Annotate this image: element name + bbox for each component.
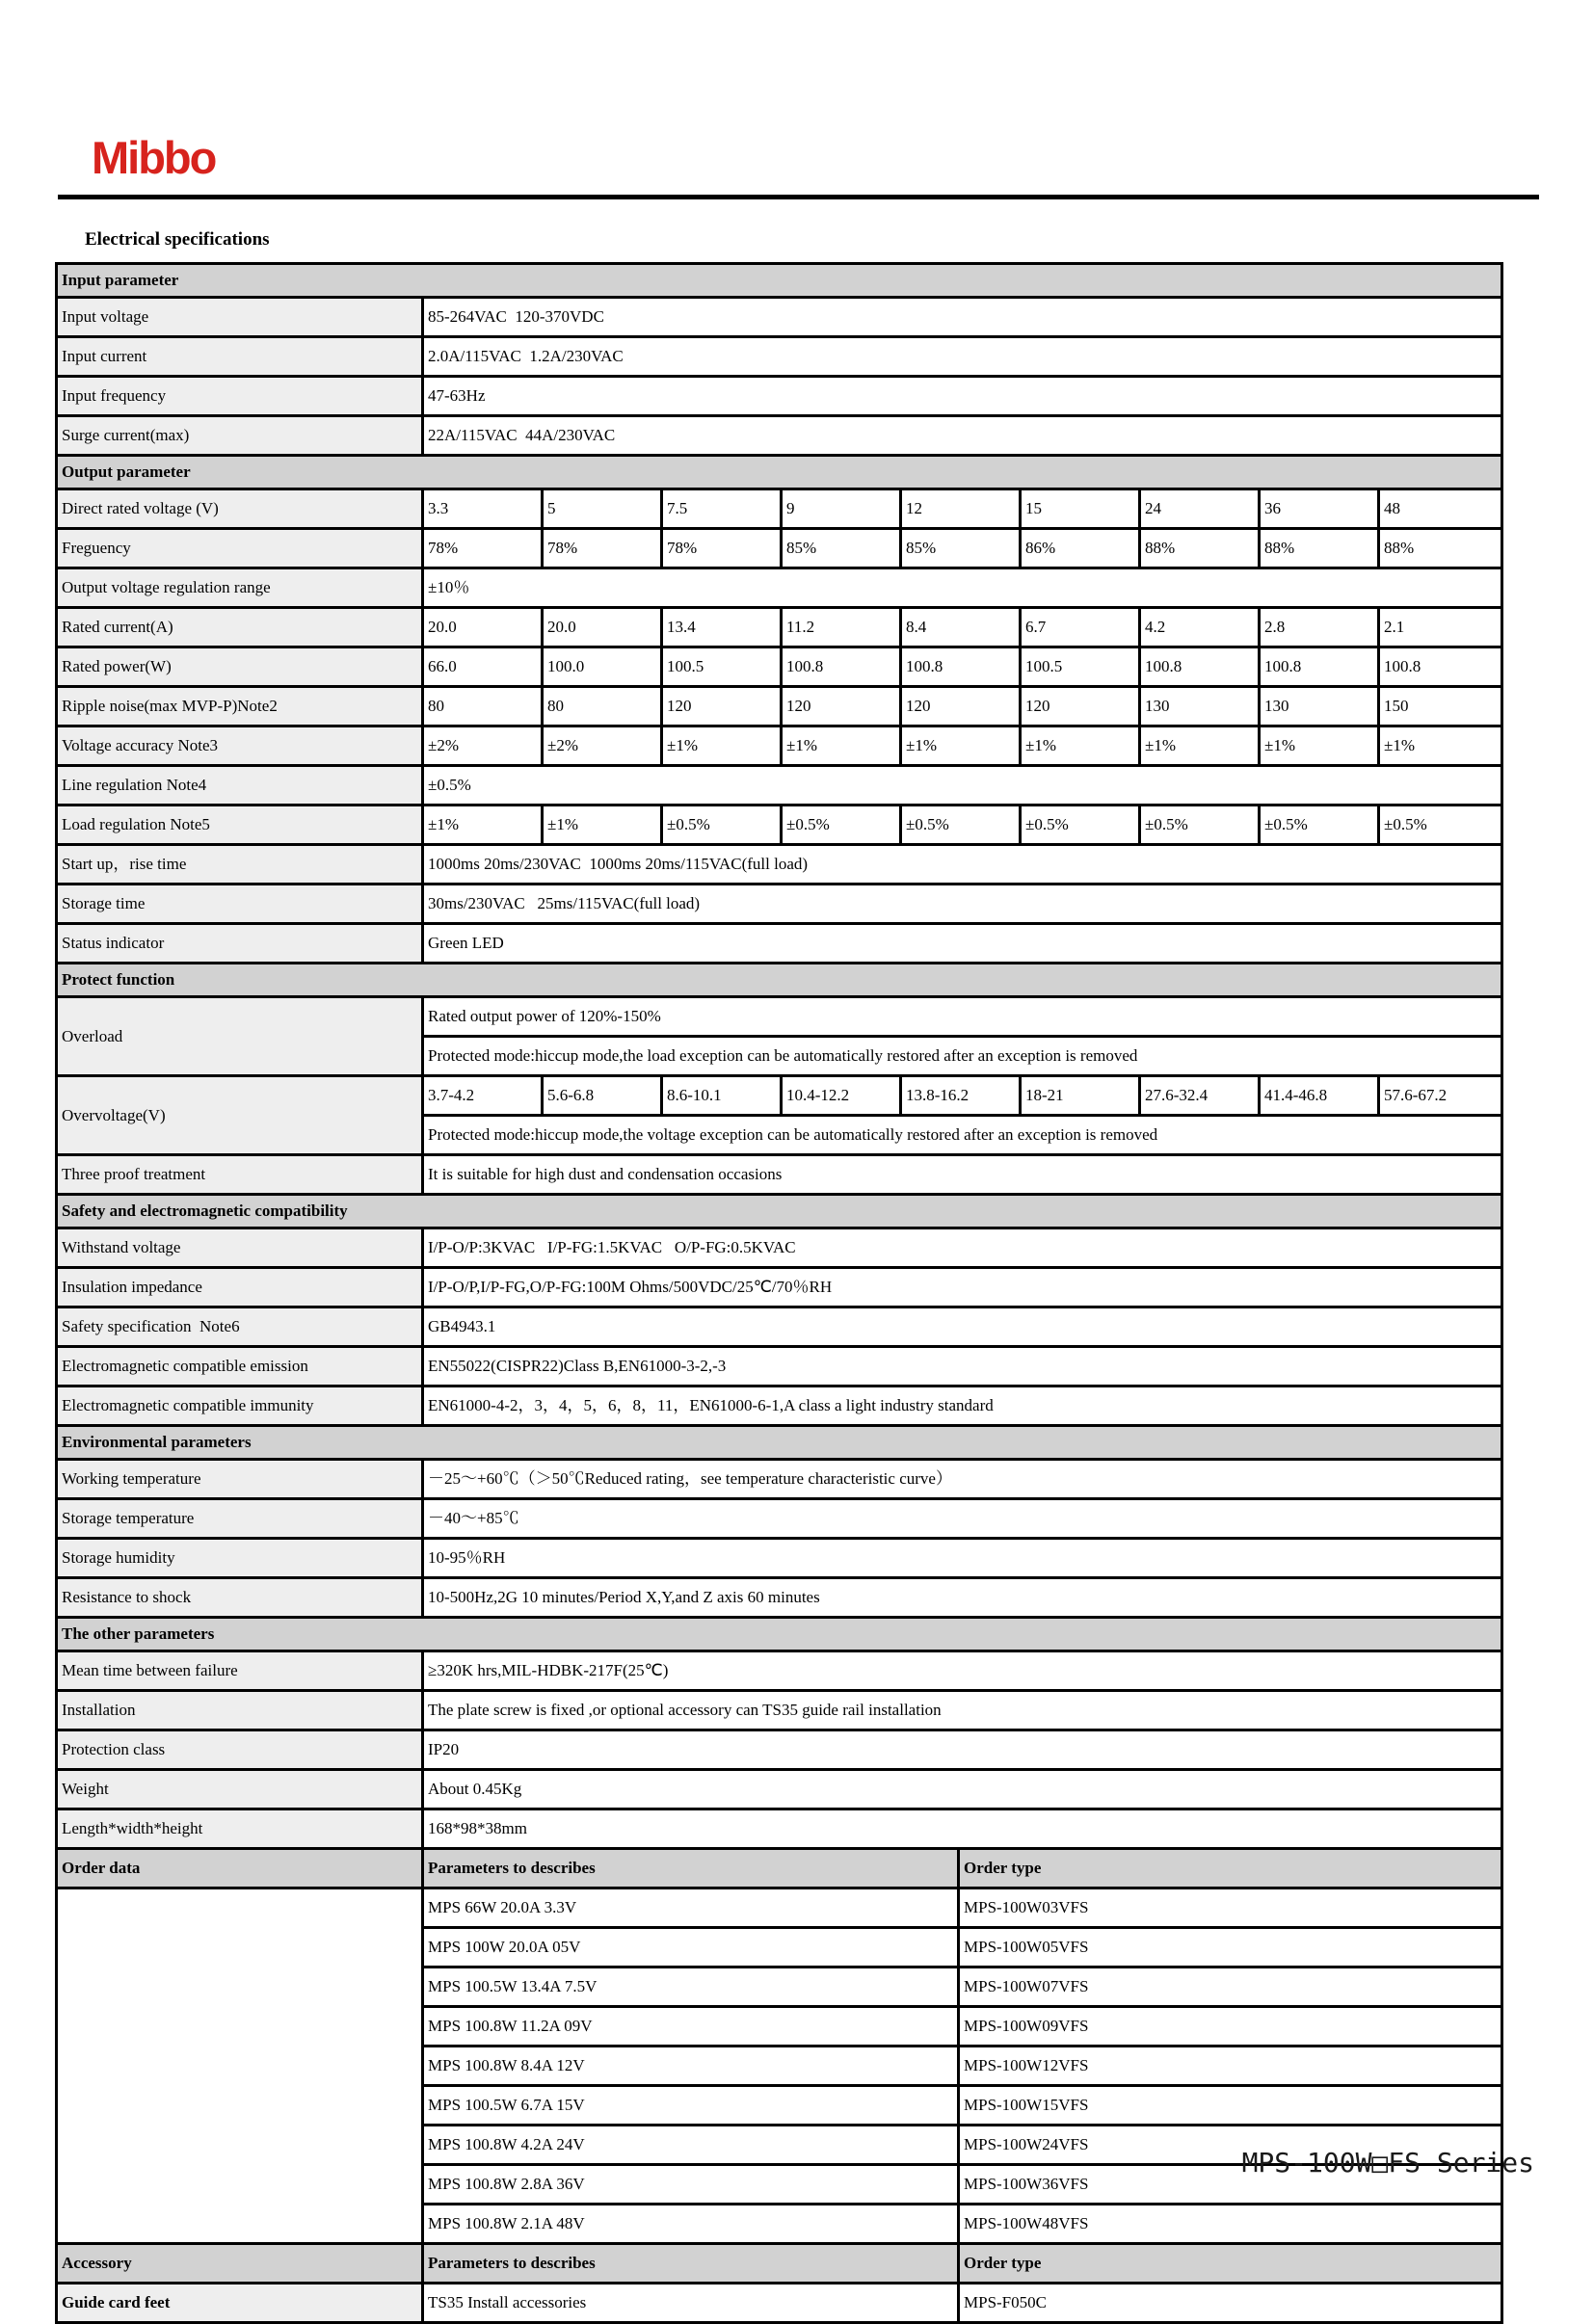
spec-value-cell: 36 [1260,489,1379,529]
spec-value-cell: EN61000-4-2，3，4，5，6，8，11，EN61000-6-1,A class a light industry standard [423,1386,1502,1426]
spec-value-cell: －40～+85℃ [423,1499,1502,1539]
spec-value-cell: ±2% [423,726,543,766]
spec-value-cell: 100.0 [543,647,662,687]
spec-label-cell: Weight [57,1770,423,1809]
spec-value-cell: ≥320K hrs,MIL-HDBK-217F(25℃) [423,1651,1502,1691]
spec-value-cell: 168*98*38mm [423,1809,1502,1849]
order-type-cell: MPS-100W05VFS [959,1928,1502,1967]
header-divider [58,195,1539,199]
spec-value-cell: 2.0A/115VAC 1.2A/230VAC [423,337,1502,377]
order-describe-cell: MPS 100.8W 2.1A 48V [423,2205,959,2244]
spec-label-cell: Protection class [57,1730,423,1770]
spec-value-cell: ±1% [543,805,662,845]
parameters-header: Parameters to describes [423,2244,959,2284]
order-describe-cell: MPS 100.5W 13.4A 7.5V [423,1967,959,2007]
spec-label-cell: Rated power(W) [57,647,423,687]
spec-value-cell: 100.5 [662,647,782,687]
spec-label-cell: Load regulation Note5 [57,805,423,845]
spec-value-cell: Green LED [423,924,1502,964]
spec-value-cell: I/P-O/P:3KVAC I/P-FG:1.5KVAC O/P-FG:0.5KVAC [423,1228,1502,1268]
spec-value-cell: I/P-O/P,I/P-FG,O/P-FG:100M Ohms/500VDC/25℃/70％RH [423,1268,1502,1307]
spec-value-cell: EN55022(CISPR22)Class B,EN61000-3-2,-3 [423,1347,1502,1386]
spec-value-cell: 20.0 [423,608,543,647]
spec-value-cell: 7.5 [662,489,782,529]
order-table [55,1847,1503,2324]
spec-value-cell: ±0.5% [1260,805,1379,845]
spec-value-cell: 8.6-10.1 [662,1076,782,1116]
spec-value-cell: 8.4 [901,608,1021,647]
spec-value-cell: IP20 [423,1730,1502,1770]
order-type-cell: MPS-100W15VFS [959,2086,1502,2126]
spec-value-cell: 78% [662,529,782,568]
spec-value-cell: 22A/115VAC 44A/230VAC [423,416,1502,456]
spec-value-cell: 48 [1379,489,1502,529]
spec-value-cell: 88% [1140,529,1260,568]
order-describe-cell: MPS 100.5W 6.7A 15V [423,2086,959,2126]
spec-value-cell: ±1% [423,805,543,845]
spec-value-cell: 78% [423,529,543,568]
spec-value-cell: 85% [782,529,901,568]
spec-label-cell: Input current [57,337,423,377]
spec-value-cell: 5 [543,489,662,529]
spec-value-cell: ±0.5% [1379,805,1502,845]
section-header: Safety and electromagnetic compatibility [57,1195,1502,1228]
spec-value-cell: 2.8 [1260,608,1379,647]
spec-label-cell: Voltage accuracy Note3 [57,726,423,766]
spec-label-cell: Insulation impedance [57,1268,423,1307]
spec-value-cell: ±1% [1021,726,1140,766]
spec-value-cell: ±0.5% [782,805,901,845]
spec-label-cell: Storage time [57,885,423,924]
spec-value-cell: 18-21 [1021,1076,1140,1116]
order-data-header: Order data [57,1849,423,1888]
spec-value-cell: 6.7 [1021,608,1140,647]
order-describe-cell: MPS 100.8W 11.2A 09V [423,2007,959,2047]
order-describe-cell: MPS 100.8W 4.2A 24V [423,2126,959,2165]
spec-value-cell: ±0.5% [901,805,1021,845]
spec-value-cell: 41.4-46.8 [1260,1076,1379,1116]
order-type-cell: MPS-100W24VFS [959,2126,1502,2165]
order-describe-cell: MPS 66W 20.0A 3.3V [423,1888,959,1928]
accessory-describe-cell: TS35 Install accessories [423,2284,959,2323]
mibbo-logo: Mibbo [92,132,216,183]
spec-label-cell: Working temperature [57,1460,423,1499]
order-type-header: Order type [959,1849,1502,1888]
order-type-cell: MPS-100W12VFS [959,2047,1502,2086]
spec-value-cell: Protected mode:hiccup mode,the load exception can be automatically restored after an exception is removed [423,1037,1502,1076]
spec-value-cell: GB4943.1 [423,1307,1502,1347]
spec-value-cell: 10-500Hz,2G 10 minutes/Period X,Y,and Z axis 60 minutes [423,1578,1502,1618]
spec-label-cell: Length*width*height [57,1809,423,1849]
section-header: Environmental parameters [57,1426,1502,1460]
spec-value-cell: 130 [1260,687,1379,726]
accessory-type-cell: MPS-F050C [959,2284,1502,2323]
spec-label-cell: Safety specification Note6 [57,1307,423,1347]
spec-value-cell: 85% [901,529,1021,568]
spec-value-cell: 27.6-32.4 [1140,1076,1260,1116]
spec-value-cell: The plate screw is fixed ,or optional accessory can TS35 guide rail installation [423,1691,1502,1730]
spec-label-cell: Input voltage [57,298,423,337]
spec-label-cell: Freguency [57,529,423,568]
spec-value-cell: 2.1 [1379,608,1502,647]
spec-value-cell: 100.8 [1379,647,1502,687]
series-footer: MPS-100W□FS Series [1241,2147,1534,2179]
spec-value-cell: 15 [1021,489,1140,529]
spec-value-cell: 10-95％RH [423,1539,1502,1578]
order-data-spacer [57,1888,423,2244]
spec-value-cell: 57.6-67.2 [1379,1076,1502,1116]
spec-value-cell: －25～+60℃（＞50℃Reduced rating，see temperature characteristic curve） [423,1460,1502,1499]
spec-value-cell: 86% [1021,529,1140,568]
spec-label-cell: Resistance to shock [57,1578,423,1618]
spec-value-cell: ±0.5% [1021,805,1140,845]
spec-value-cell: 80 [543,687,662,726]
spec-value-cell: Rated output power of 120%-150% [423,997,1502,1037]
spec-value-cell: 9 [782,489,901,529]
spec-value-cell: 1000ms 20ms/230VAC 1000ms 20ms/115VAC(full load) [423,845,1502,885]
order-type-cell: MPS-100W07VFS [959,1967,1502,2007]
parameters-header: Parameters to describes [423,1849,959,1888]
spec-label-cell: Start up，rise time [57,845,423,885]
spec-label-cell: Line regulation Note4 [57,766,423,805]
order-type-header: Order type [959,2244,1502,2284]
spec-label-cell: Storage temperature [57,1499,423,1539]
spec-value-cell: 100.5 [1021,647,1140,687]
spec-value-cell: 120 [901,687,1021,726]
accessory-header: Accessory [57,2244,423,2284]
spec-value-cell: ±0.5% [662,805,782,845]
spec-value-cell: 13.8-16.2 [901,1076,1021,1116]
spec-label-cell: Rated current(A) [57,608,423,647]
spec-value-cell: 85-264VAC 120-370VDC [423,298,1502,337]
spec-value-cell: ±10％ [423,568,1502,608]
spec-value-cell: ±0.5% [1140,805,1260,845]
spec-value-cell: ±0.5% [423,766,1502,805]
section-header: Input parameter [57,264,1502,298]
spec-value-cell: 78% [543,529,662,568]
spec-value-cell: 100.8 [1260,647,1379,687]
spec-value-cell: 100.8 [782,647,901,687]
spec-label-cell: Input frequency [57,377,423,416]
spec-value-cell: 5.6-6.8 [543,1076,662,1116]
spec-value-cell: 100.8 [901,647,1021,687]
spec-value-cell: 100.8 [1140,647,1260,687]
spec-value-cell: About 0.45Kg [423,1770,1502,1809]
spec-value-cell: Protected mode:hiccup mode,the voltage exception can be automatically restored after an exception is removed [423,1116,1502,1155]
spec-value-cell: ±1% [1379,726,1502,766]
order-type-cell: MPS-100W48VFS [959,2205,1502,2244]
spec-value-cell: 12 [901,489,1021,529]
spec-value-cell: 150 [1379,687,1502,726]
spec-value-cell: 11.2 [782,608,901,647]
accessory-label-cell: Guide card feet [57,2284,423,2323]
spec-label-cell: Three proof treatment [57,1155,423,1195]
spec-label-cell: Direct rated voltage (V) [57,489,423,529]
spec-value-cell: ±1% [901,726,1021,766]
spec-label-cell: Overvoltage(V) [57,1076,423,1155]
spec-value-cell: 66.0 [423,647,543,687]
spec-label-cell: Overload [57,997,423,1076]
order-type-cell: MPS-100W36VFS [959,2165,1502,2205]
spec-value-cell: ±1% [1260,726,1379,766]
spec-value-cell: 130 [1140,687,1260,726]
spec-value-cell: 88% [1260,529,1379,568]
spec-value-cell: 120 [662,687,782,726]
spec-label-cell: Mean time between failure [57,1651,423,1691]
spec-label-cell: Electromagnetic compatible immunity [57,1386,423,1426]
page-title: Electrical specifications [85,229,270,250]
spec-label-cell: Withstand voltage [57,1228,423,1268]
spec-table [55,262,1503,1850]
spec-label-cell: Surge current(max) [57,416,423,456]
spec-value-cell: 20.0 [543,608,662,647]
spec-value-cell: ±1% [782,726,901,766]
spec-value-cell: ±1% [662,726,782,766]
section-header: The other parameters [57,1618,1502,1651]
spec-value-cell: 24 [1140,489,1260,529]
spec-value-cell: 47-63Hz [423,377,1502,416]
spec-label-cell: Status indicator [57,924,423,964]
spec-value-cell: 120 [1021,687,1140,726]
spec-value-cell: 13.4 [662,608,782,647]
spec-value-cell: 10.4-12.2 [782,1076,901,1116]
order-describe-cell: MPS 100W 20.0A 05V [423,1928,959,1967]
spec-label-cell: Output voltage regulation range [57,568,423,608]
spec-value-cell: It is suitable for high dust and condensation occasions [423,1155,1502,1195]
section-header: Output parameter [57,456,1502,489]
spec-tables [55,262,1503,2324]
order-describe-cell: MPS 100.8W 8.4A 12V [423,2047,959,2086]
order-type-cell: MPS-100W03VFS [959,1888,1502,1928]
spec-value-cell: ±1% [1140,726,1260,766]
spec-value-cell: 120 [782,687,901,726]
section-header: Protect function [57,964,1502,997]
spec-value-cell: ±2% [543,726,662,766]
spec-label-cell: Storage humidity [57,1539,423,1578]
spec-value-cell: 30ms/230VAC 25ms/115VAC(full load) [423,885,1502,924]
spec-label-cell: Installation [57,1691,423,1730]
order-describe-cell: MPS 100.8W 2.8A 36V [423,2165,959,2205]
spec-label-cell: Electromagnetic compatible emission [57,1347,423,1386]
spec-value-cell: 3.3 [423,489,543,529]
spec-value-cell: 3.7-4.2 [423,1076,543,1116]
spec-value-cell: 4.2 [1140,608,1260,647]
order-type-cell: MPS-100W09VFS [959,2007,1502,2047]
spec-label-cell: Ripple noise(max MVP-P)Note2 [57,687,423,726]
spec-value-cell: 88% [1379,529,1502,568]
spec-value-cell: 80 [423,687,543,726]
